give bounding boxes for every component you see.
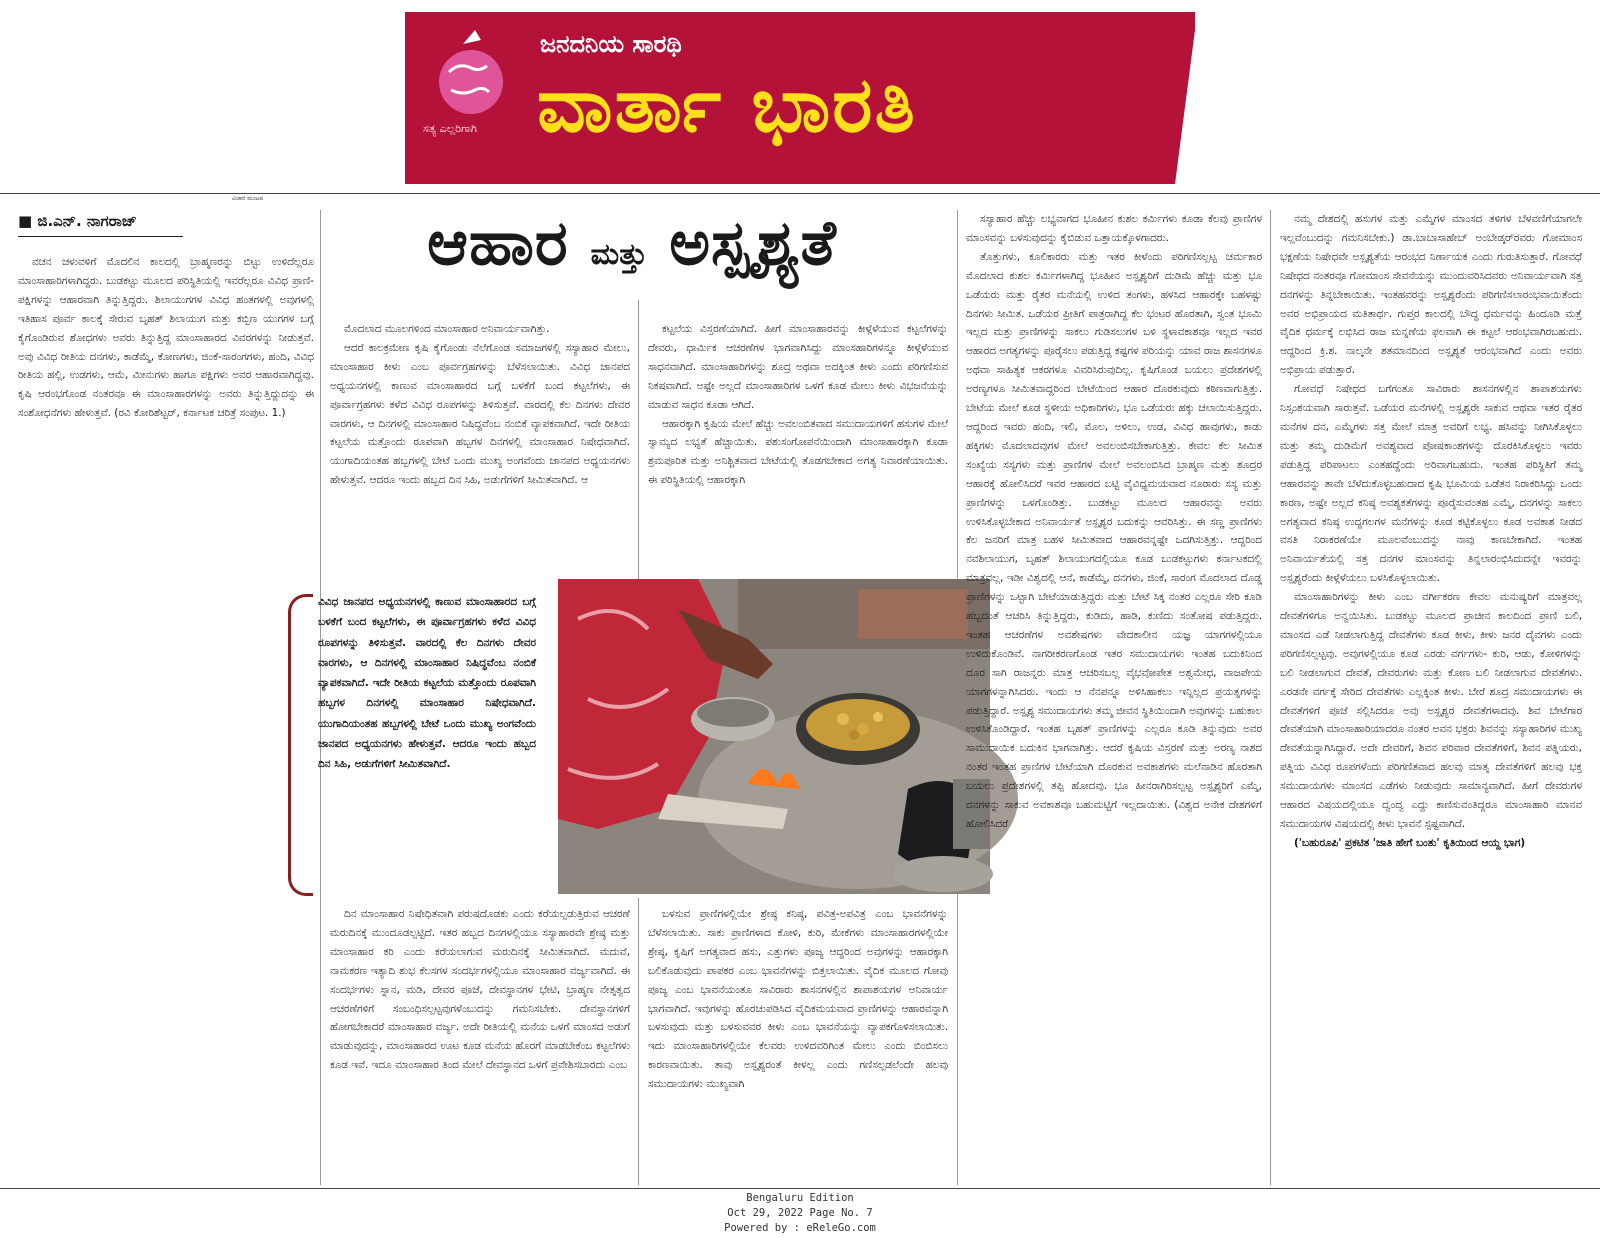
footer-date-page: Oct 29, 2022 Page No. 7	[727, 1207, 873, 1219]
globe-logo-icon	[439, 50, 503, 114]
paragraph: ಸಸ್ಯಾಹಾರ ಹೆಚ್ಚು ಲಭ್ಯವಾಗದ ಭೂಹೀನ ಕುಶಲ ಕರ್ಮಿಗಳು ಕೂಡಾ ಕೆಲವು ಪ್ರಾಣಿಗಳ ಮಾಂಸವನ್ನು ಬಳಸುವುದನ್ನು ಕೈಬಿಡುವ ಒತ್ತಾಯಕ್ಕೊಳಗಾದರು.	[966, 213, 1262, 244]
footer-powered-by[interactable]: Powered by : eReleGo.com	[724, 1222, 876, 1234]
byline: ■ ಜಿ.ಎನ್. ನಾಗರಾಜ್	[18, 212, 183, 237]
paragraph: ತೊತ್ತುಗಳು, ಕೂಲಿಕಾರರು ಮತ್ತು ಇತರ ಕೀಳೆಂದು ಪರಿಗಣಿಸಲ್ಪಟ್ಟ ಚರ್ಮಕಾರ ಮೊದಲಾದ ಕುಶಲ ಕರ್ಮಿಗಳಾಗಿದ್ದ ಭೂಹೀನ ಅಸ್ಪೃಶ್ಯರಿಗೆ ದುಡಿಮೆ ಹೆಚ್ಚು ಮತ್ತು ಭೂ ಒಡೆಯರು ಮತ್ತು ರೈತರ ಮನೆಯಲ್ಲಿ ಉಳಿದ ತಂಗಳು, ಹಳಸಿದ ಆಹಾರಕ್ಕೇ ಬಹಳಷ್ಟು ದಿನಗಳು ಸೀಮಿತ. ಒಡೆಯರ ಪ್ರೀತಿಗೆ ಪಾತ್ರರಾಗಿದ್ದ ಕೆಲ ಭಂಟರ ಹೊರತಾಗಿ, ಸ್ವಂತ ಭೂಮಿ ಇಲ್ಲದ ಮತ್ತು ಪ್ರಾಣಿಗಳನ್ನು ಸಾಕಲು ಗುಡಿಸಲುಗಳ ಬಳಿ ಸ್ಥಳಾವಕಾಶವೂ ಇಲ್ಲದ ಇವರ ಆಹಾರದ ಅಗತ್ಯಗಳನ್ನು ಪೂರೈಸಲು ಪಡುತ್ತಿದ್ದ ಕಷ್ಟಗಳ ಪರಿಯನ್ನು ಯಾವ ರಾಜ ಶಾಸನಗಳೂ ಅಥವಾ ಸಾಹಿತ್ಯಕ ಆಕರಗಳೂ ವಿವರಿಸಿರುವುದಿಲ್ಲ. ಕೃಷಿಗೊಂಡ ಬಯಲು ಪ್ರದೇಶಗಳಲ್ಲಿ ಅರಣ್ಯಗಳೂ ಸೀಮಿತವಾದ್ದರಿಂದ ಬೇಟೆಯಿಂದ ಆಹಾರ ದೊರಕುವುದು ಕಠಿಣವಾಗುತ್ತಿತ್ತು. ಬೇಟೆಯ ಮೇಲೆ ಕೂಡ ಸ್ಥಳೀಯ ಅಧಿಕಾರಿಗಳು, ಭೂ ಒಡೆಯರು ಹಕ್ಕು ಚಲಾಯಿಸುತ್ತಿದ್ದರು. ಆದ್ದರಿಂದ ಇವರು ಹಂದಿ, ಇಲಿ, ಮೊಲ, ಅಳಿಲು, ಉಡ, ವಿವಿಧ ಹಾವುಗಳು, ಕಾಡು ಹಕ್ಕಿಗಳು ಮೊದಲಾದವುಗಳ ಮೇಲೆ ಅವಲಂಬಿಸಬೇಕಾಗುತ್ತಿತ್ತು. ಕೇವಲ ಕೆಲ ಸೀಮಿತ ಸಂಖ್ಯೆಯ ಸಸ್ಯಗಳು ಮತ್ತು ಪ್ರಾಣಿಗಳ ಮೇಲೆ ಅವಲಂಬಿಸಿದ ಬ್ರಾಹ್ಮಣ ಮತ್ತು ಶೂದ್ರರ ಆಹಾರಕ್ಕೆ ಹೋಲಿಸಿದರೆ ಇವರ ಆಹಾರದ ಬಟ್ಟಿ ವೈವಿಧ್ಯಮಯವಾದ ನೂರಾರು ಸಸ್ಯ ಮತ್ತು ಪ್ರಾಣಿಗಳನ್ನು ಒಳಗೊಂಡಿತ್ತು. ಬುಡಕಟ್ಟು ಮೂಲದ ಆಹಾರವನ್ನು ಅವರು ಉಳಿಸಿಕೊಳ್ಳಬೇಕಾದ ಅನಿವಾರ್ಯತೆ ಅಸ್ಪೃಶ್ಯರ ಬದುಕನ್ನು ಆವರಿಸಿತ್ತು. ಈ ಸಣ್ಣ ಪ್ರಾಣಿಗಳು ಕೆಲ ಜನರಿಗೆ ಮಾತ್ರ ಬಹಳ ಸೀಮಿತವಾದ ಆಹಾರವನ್ನಷ್ಟೇ ಒದಗಿಸುತ್ತಿತ್ತು. ಆದ್ದರಿಂದ ನವಶಿಲಾಯುಗ, ಬೃಹತ್ ಶಿಲಾಯುಗದಲ್ಲಿಯೂ ಕೂಡ ಬುಡಕಟ್ಟುಗಳು ಕರ್ನಾಟಕದಲ್ಲಿ ಮಾತ್ರವಲ್ಲ, ಇಡೀ ವಿಶ್ವದಲ್ಲಿ ಆನೆ, ಕಾಡೆಮ್ಮೆ, ದನಗಳು, ಜಿಂಕೆ, ಸಾರಂಗ ಮೊದಲಾದ ದೊಡ್ಡ ಪ್ರಾಣಿಗಳನ್ನು ಒಟ್ಟಾಗಿ ಬೇಟೆಯಾಡುತ್ತಿದ್ದರು ಮತ್ತು ಬೇಟೆ ಸಿಕ್ಕ ನಂತರ ಎಲ್ಲರೂ ಸೇರಿ ಕೂಡಿ ಹಬ್ಬದಂತೆ ಆಚರಿಸಿ ತಿನ್ನುತ್ತಿದ್ದರು, ಕುಡಿದು, ಹಾಡಿ, ಕುಣಿದು ಸಂತೋಷ ಪಡುತ್ತಿದ್ದರು. ಇಂತಹ ಆಚರಣೆಗಳ ಅವಶೇಷಗಳು ವೇದಕಾಲೀನ ಯಜ್ಞ ಯಾಗಗಳಲ್ಲಿಯೂ ಉಳಿದುಕೊಂಡಿವೆ. ನಾಗರೀಕರಣಗೊಂಡ ಇತರ ಸಮುದಾಯಗಳು ಇಂತಹ ಬದುಕಿನಿಂದ ದೂರ ಸಾಗಿ ರಾಜನ್ನರು ಮಾತ್ರ ಆಚರಿಸಬಲ್ಲ ವೈಭವೋಪೇತ ಅಶ್ವಮೇಧ, ವಾಜಪೇಯ ಯಾಗಗಳನ್ನಾಗಿಸಿದರು. ಇಂದು ಆ ನೆನಪನ್ನೂ ಅಳಿಸಿಹಾಕಲು ಇನ್ನಿಲ್ಲದ ಪ್ರಯತ್ನಗಳನ್ನು ಪಡುತ್ತಿದ್ದಾರೆ. ಅಸ್ಪೃಶ್ಯ ಸಮುದಾಯಗಳು ತಮ್ಮ ಜೀವನ ಸ್ಥಿತಿಯಿಂದಾಗಿ ಅವುಗಳನ್ನು ಬಹುಕಾಲ ಉಳಿಸಿಕೊಂಡಿದ್ದಾರೆ. ಇಂತಹ ಬೃಹತ್ ಪ್ರಾಣಿಗಳನ್ನು ಎಲ್ಲರೂ ಕೂಡಿ ತಿನ್ನುವುದು ಅವರ ಸಾಮುದಾಯಿಕ ಬದುಕಿನ ಭಾಗವಾಗಿತ್ತು. ಆದರೆ ಕೃಷಿಯ ವಿಸ್ತರಣೆ ಮತ್ತು ಅರಣ್ಯ ನಾಶದ ನಂತರ ಇಂತಹ ಪ್ರಾಣಿಗಳ ಬೇಟೆಯಾಗಿ ದೊರಕುವ ಅವಕಾಶಗಳು ಮಲೆನಾಡಿನ ಹೊರತಾಗಿ ಬಯಲು ಪ್ರದೇಶಗಳಲ್ಲಿ ತಪ್ಪಿ ಹೋದವು. ಭೂ ಹೀನರಾಗಿರಿಸಲ್ಪಟ್ಟ ಅಸ್ಪೃಶ್ಯರಿಗೆ ಎಮ್ಮೆ, ದನಗಳನ್ನು ಸಾಕುವ ಅವಕಾಶವೂ ಬಹುಮಟ್ಟಿಗೆ ಇಲ್ಲದಾಯಿತು. (ವಿಶ್ವದ ಅನೇಕ ದೇಶಗಳಿಗೆ ಹೋಲಿಸಿದರೆ	[966, 250, 1262, 830]
column-divider	[638, 898, 639, 1185]
paragraph: ವಚನ ಚಳುವಳಿಗೆ ಮೊದಲಿನ ಕಾಲದಲ್ಲಿ ಬ್ರಾಹ್ಮಣರನ್ನು ಬಿಟ್ಟು ಉಳಿದೆಲ್ಲರೂ ಮಾಂಸಾಹಾರಿಗಳಾಗಿದ್ದರು. ಬುಡಕಟ್ಟು ಮೂಲದ ಪರಿಸ್ಥಿತಿಯಲ್ಲಿ ಇವರೆಲ್ಲರೂ ವಿವಿಧ ಪ್ರಾಣಿ-ಪಕ್ಷಿಗಳನ್ನು ಆಹಾರವಾಗಿ ತಿನ್ನುತ್ತಿದ್ದರು. ಶಿಲಾಯುಗಗಳ ವಿವಿಧ ಹಂತಗಳಲ್ಲಿ ಅವುಗಳಲ್ಲಿ ಇತಿಹಾಸ ಪೂರ್ವ ಕಾಲಕ್ಕೆ ಸೇರುವ ಬೃಹತ್ ಶಿಲಾಯುಗ ಮತ್ತು ಕಬ್ಬಿಣ ಯುಗಗಳ ಬಗ್ಗೆ ಕೈಗೊಂಡಿರುವ ಶೋಧಗಳು ಅವರು ತಿನ್ನುತ್ತಿದ್ದ ಮಾಂಸಾಹಾರದ ವಿವರಗಳನ್ನು ನೀಡುತ್ತವೆ. ಅವು ವಿವಿಧ ರೀತಿಯ ದನಗಳು, ಕಾಡೆಮ್ಮೆ, ಕೋಣಗಳು, ಜಿಂಕೆ-ಸಾರಂಗಗಳು, ಹಂದಿ, ವಿವಿಧ ರೀತಿಯ ಹಲ್ಲಿ, ಉಡಗಳು, ಆಮೆ, ಮೀನುಗಳು ಹಾಗೂ ಪಕ್ಷಿಗಳು ಅವರ ಆಹಾರವಾಗಿದ್ದವು. ಕೃಷಿ ಆರಂಭಗೊಂಡ ನಂತರವೂ ಈ ಮಾಂಸಾಹಾರಗಳನ್ನು ಅವರು ತಿನ್ನುತ್ತಿದ್ದುದನ್ನು ಈ ಸಂಶೋಧನೆಗಳು ಹೇಳುತ್ತವೆ. (ರವಿ ಕೋರಿಶೆಟ್ಟರ್, ಕರ್ನಾಟಕ ಚರಿತ್ರೆ ಸಂಪುಟ. 1.)	[18, 256, 314, 420]
paragraph: ಆಹಾರಕ್ಕಾಗಿ ಕೃಷಿಯ ಮೇಲೆ ಹೆಚ್ಚು ಅವಲಂಬಿತವಾದ ಸಮುದಾಯಗಳಿಗೆ ಹಸುಗಳ ಮೇಲೆ ಸ್ವಾಮ್ಯದ ಲಭ್ಯತೆ ಹೆಚ್ಚಾಯಿತು. ಪಶುಸಂಗೋಪನೆಯಿಂದಾಗಿ ಮಾಂಸಾಹಾರಕ್ಕಾಗಿ ಕೂಡಾ ಶ್ರಮಪೂರಿತ ಮತ್ತು ಅನಿಶ್ಚಿತವಾದ ಬೇಟೆಯಲ್ಲಿ ತೊಡಗಬೇಕಾದ ಅಗತ್ಯ ನಿವಾರಣೆಯಾಯಿತು. ಈ ಪರಿಸ್ಥಿತಿಯಲ್ಲಿ ಆಹಾರಕ್ಕಾಗಿ	[648, 417, 948, 487]
pullquote: ವಿವಿಧ ಜಾನಪದ ಅಧ್ಯಯನಗಳಲ್ಲಿ ಕಾಣುವ ಮಾಂಸಾಹಾರದ ಬಗ್ಗೆ ಬಳಕೆಗೆ ಬಂದ ಕಟ್ಟಲೆಗಳು, ಈ ಪೂರ್ವಾಗ್ರಹಗಳು ಕಳೆದ ವಿವಿಧ ರೂಪಗಳನ್ನು ತಿಳಿಸುತ್ತವೆ. ವಾರದಲ್ಲಿ ಕೆಲ ದಿನಗಳು ದೇವರ ವಾರಗಳು, ಆ ದಿನಗಳಲ್ಲಿ ಮಾಂಸಾಹಾರ ನಿಷಿದ್ಧವೆಂಬ ನಂಬಿಕೆ ವ್ಯಾಪಕವಾಗಿದೆ. ಇದೇ ರೀತಿಯ ಕಟ್ಟಲೆಯ ಮತ್ತೊಂದು ರೂಪವಾಗಿ ಹಬ್ಬಗಳ ದಿನಗಳಲ್ಲಿ ಮಾಂಸಾಹಾರ ನಿಷೇಧವಾಗಿದೆ. ಯುಗಾದಿಯಂತಹ ಹಬ್ಬಗಳಲ್ಲಿ ಬೇಟೆ ಒಂದು ಮುಖ್ಯ ಅಂಗವೆಂದು ಜಾನಪದ ಅಧ್ಯಯನಗಳು ಹೇಳುತ್ತವೆ. ಆದರೂ ಇಂದು ಹಬ್ಬದ ದಿನ ಸಿಹಿ, ಅಡುಗೆಗಳಿಗೆ ಸೀಮಿತವಾಗಿದೆ.	[318, 596, 536, 771]
column-divider	[638, 300, 639, 580]
top-rule	[0, 193, 1600, 194]
article-column-2-top	[330, 320, 630, 578]
headline-part-2: ಮತ್ತು	[590, 237, 648, 272]
article-photo	[558, 579, 990, 894]
masthead	[405, 12, 1195, 184]
article-column-5	[1280, 210, 1582, 1183]
pullquote-bracket	[288, 594, 313, 896]
paragraph: ಗೋವಧೆ ನಿಷೇಧದ ಬಗೆಗಂತೂ ಸಾವಿರಾರು ಶಾಸನಗಳಲ್ಲಿನ ಶಾಪಾಶಯಗಳು ನಿಸ್ಸಂಶಯವಾಗಿ ಸಾರುತ್ತವೆ. ಒಡೆಯರ ಮನೆಗಳಲ್ಲಿ ಅಸ್ಪೃಶ್ಯರೇ ಸಾಕುವ ಆಥವಾ ಇತರ ರೈತರ ಮನೆಗಳ ದನ, ಎಮ್ಮೆಗಳು ಸತ್ತ ಮೇಲೆ ಮಾತ್ರ ಅವರಿಗೆ ಲಭ್ಯ. ಹಸಿವನ್ನು ನೀಗಿಸಿಕೊಳ್ಳಲು ಮತ್ತು ತಮ್ಮ ದುಡಿಮೆಗೆ ಅವಶ್ಯವಾದ ಪೋಷಕಾಂಶಗಳನ್ನು ದೊರಕಿಸಿಕೊಳ್ಳಲು ಇವರು ಪಡುತ್ತಿದ್ದ ಪರಿಪಾಟಲು ಎಂತಹದ್ದೆಂದು ಅರಿವಾಗಬಹುದು. ಇಂತಹ ಪರಿಸ್ಥಿತಿಗೆ ತಮ್ಮ ಆಹಾರವನ್ನು ತಾವೇ ಬೆಳೆದುಕೊಳ್ಳಬಹುದಾದ ಕೃಷಿ ಭೂಮಿಯ ಒಡೆತನ ನಿರಾಕರಿಸಿದ್ದು ಒಂದು ಕಾರಣ, ಅಷ್ಟೇ ಅಲ್ಲದೆ ಕನಿಷ್ಠ ಅವಶ್ಯಕತೆಗಳನ್ನು ಪೂರೈಸುವಂತಹ ಎಮ್ಮೆ, ದನಗಳನ್ನು ಸಾಕಲು ಅಗತ್ಯವಾದ ಕನಿಷ್ಠ ಉದ್ದಗಲಗಳ ಮನೆಗಳನ್ನು ಕೂಡ ಕಟ್ಟಿಕೊಳ್ಳಲು ಕೂಡ ಅವಕಾಶ ನೀಡದ ವಸತಿ ನಿರಾಕರಣೆಯೇ ಮೂಲವೆಂಬುದನ್ನು ನಾವು ಕಾಣಬೇಕಾಗಿದೆ. ಇಂತಹ ಅನಿವಾರ್ಯತೆಯಲ್ಲಿ ಸತ್ತ ದನಗಳ ಮಾಂಸವನ್ನು ತಿನ್ನಲಾರಂಭಿಸಿದುದನ್ನೇ ಇವರನ್ನು ಅಸ್ಪೃಶ್ಯರೆಂದು ಕೀಳ್ಗೆಳೆಯಲು ಬಳಸಿಕೊಳ್ಳಲಾಯಿತು.	[1280, 383, 1582, 585]
paragraph: ಬಳಸುವ ಪ್ರಾಣಿಗಳಲ್ಲಿಯೇ ಶ್ರೇಷ್ಠ ಕನಿಷ್ಠ, ಪವಿತ್ರ-ಅಪವಿತ್ರ ಎಂಬ ಭಾವನೆಗಳನ್ನು ಬೆಳೆಸಲಾಯಿತು. ಸಾಕು ಪ್ರಾಣಿಗಳಾದ ಕೋಳಿ, ಕುರಿ, ಮೇಕೆಗಳು ಮಾಂಸಾಹಾರಗಳಲ್ಲಿಯೇ ಶ್ರೇಷ್ಠ, ಕೃಷಿಗೆ ಅಗತ್ಯವಾದ ಹಸು, ಎತ್ತುಗಳು ಪೂಜ್ಯ ಆದ್ದರಿಂದ ಅವುಗಳನ್ನು ಆಹಾರಕ್ಕಾಗಿ ಬಲಿಕೊಡುವುದು ಪಾಪಕರ ಎಂಬ ಭಾವನೆಗಳನ್ನು ಬಿತ್ತಲಾಯಿತು. ವೈದಿಕ ಮೂಲದ ಗೋವು ಪೂಜ್ಯ ಎಂಬ ಭಾವನೆಯಂತೂ ಸಾವಿರಾರು ಶಾಸನಗಳಲ್ಲಿನ ಶಾಪಾಶಯಗಳ ಅನಿವಾರ್ಯ ಭಾಗವಾಗಿದೆ. ಇವುಗಳನ್ನು ಹೊರಚುಪಡಿಸಿದ ವೈದಿಕಮಯವಾದ ಪ್ರಾಣಿಗಳನ್ನು ಆಹಾರವನ್ನಾಗಿ ಬಳಸುವುದು ಮತ್ತು ಬಳಸುವವರ ಕೀಳು ಎಂಬ ಭಾವನೆಯನ್ನು ವ್ಯಾಪಕಗೊಳಿಸಲಾಯಿತು. ಇದು ಮಾಂಸಾಹಾರಿಗಳಲ್ಲಿಯೇ ಕೆಲವರು ಉಳಿದವರಿಗಿಂತ ಮೇಲು ಎಂದು ಬಿಂಬಿಸಲು ಕಾರಣವಾಯಿತು. ತಾವು ಅಸ್ಪೃಶ್ಯರಂತೆ ಕೀಳಲ್ಲ ಎಂದು ಗಣಿಸಲ್ಪಡಲೆಂದೇ ಹಲವು ಸಮುದಾಯಗಳು ಮುಖ್ಯವಾಗಿ	[648, 908, 948, 1091]
column-divider	[1270, 210, 1271, 1185]
article-column-1	[18, 253, 314, 1183]
masthead-tagline: ಜನದನಿಯ ಸಾರಥಿ	[540, 30, 682, 58]
article-column-2-bottom	[330, 905, 630, 1183]
article-column-3-top	[648, 320, 948, 578]
paragraph: ಮಾಂಸಾಹಾರಿಗಳನ್ನು ಕೀಳು ಎಂಬ ವರ್ಗೀಕರಣ ಕೇವಲ ಮನುಷ್ಯರಿಗೆ ಮಾತ್ರವಲ್ಲ ದೇವತೆಗಳಿಗೂ ಅನ್ವಯಿಸಿತು. ಬುಡಕಟ್ಟು ಮೂಲದ ಪ್ರಾಚೀನ ಕಾಲದಿಂದ ಪ್ರಾಣಿ ಬಲಿ, ಮಾಂಸದ ಎಡೆ ನೀಡಲಾಗುತ್ತಿದ್ದ ದೇವತೆಗಳು ಕೂಡ ಕೀಳು, ಕೀಳು ಜನರ ದೈವಗಳು ಎಂದು ಪರಿಗಣಿಸಲ್ಪಟ್ಟವು. ಅವುಗಳಲ್ಲಿಯೂ ಕೂಡ ಎರಡು ವರ್ಗಗಳು- ಕುರಿ, ಆಡು, ಕೋಳಿಗಳನ್ನು ಬಲಿ ನೀಡಲಾಗುವ ದೇವತೆ, ದೇವರುಗಳು ಮತ್ತು ಕೋಣ ಬಲಿ ನೀಡಲಾಗುವ ದೇವತೆಗಳು. ಎರಡನೇ ವರ್ಗಕ್ಕೆ ಸೇರಿದ ದೇವತೆಗಳು ಎಲ್ಲಕ್ಕಿಂತ ಕೀಳು. ಬೇರೆ ಶೂದ್ರ ಸಮುದಾಯಗಳು ಈ ದೇವತೆಗಳಿಗೆ ಪೂಜೆ ಸಲ್ಲಿಸಿದರೂ ಅವು ಅಸ್ಪೃಶ್ಯರ ದೇವತೆಗಳಾದವು. ಶಿವ ಬೇಟೆಗಾರ ದೇವತೆಯಾಗಿ ಮಾಂಸಾಹಾರಿಯಾದರೂ ನಂತರ ಅವನ ಭಕ್ತರು ಶಿವನನ್ನು ಸಸ್ಯಾಹಾರಿಗಳ ಮುಖ್ಯ ದೇವತೆಯನ್ನಾಗಿಸಿದ್ದಾರೆ. ಅದೇ ದೇವರಿಗೆ, ಶಿವನ ಪರಿವಾರ ದೇವತೆಗಳಿಗೆ, ಶಿವನ ಪತ್ನಿಯರು, ಪತ್ನಿಯ ವಿವಿಧ ರೂಪಗಳೆಂದು ಪರಿಗಣಿತವಾದ ಹಲವು ಮಾತೃ ದೇವತೆಗಳಿಗೆ ಹಲವು ಭಕ್ತ ಸಮುದಾಯಗಳು ಮಾಂಸದ ಎಡೆಗಳು ನೀಡುವುದು ಸಾಮಾನ್ಯವಾಗಿದೆ. ಹೀಗೆ ದೇವರುಗಳ ಆಹಾರದ ವಿಷಯದಲ್ಲಿಯೂ ದ್ವಂದ್ವ ಎದ್ದು ಕಾಣಿಸುವಂತಿದ್ದರೂ ಮಾಂಸಾಹಾರಿ ಮಾನವ ಸಮುದಾಯಗಳ ವಿಷಯದಲ್ಲಿ ಕೀಳು ಭಾವನೆ ಸ್ಪಷ್ಟವಾಗಿದೆ.	[1280, 591, 1582, 830]
paragraph: ದಿನ ಮಾಂಸಾಹಾರ ನಿಷೇಧಿತವಾಗಿ ಪರುಷದೊಡಕು ಎಂದು ಕರೆಯಲ್ಪಡುತ್ತಿರುವ ಆಚರಣೆ ಮರುದಿನಕ್ಕೆ ಮುಂದೂಡಲ್ಪಟ್ಟಿದೆ. ಇತರ ಹಬ್ಬದ ದಿನಗಳಲ್ಲಿಯೂ ಸಸ್ಯಾಹಾರವೇ ಶ್ರೇಷ್ಠ ಮತ್ತು ಮಾಂಸಾಹಾರ ಕರಿ ಎಂದು ಕರೆಯಲಾಗುವ ಮರುದಿನಕ್ಕೆ ಸೀಮಿತವಾಗಿದೆ. ಮದುವೆ, ನಾಮಕರಣ ಇತ್ಯಾದಿ ಶುಭ ಕೆಲಸಗಳ ಸಂದರ್ಭಗಳಲ್ಲಿಯೂ ಮಾಂಸಾಹಾರ ವರ್ಜ್ಯವಾಗಿದೆ. ಈ ಸಂದರ್ಭಗಳು ಸ್ನಾನ, ಮಡಿ, ದೇವರ ಪೂಜೆ, ದೇವಸ್ಥಾನಗಳ ಭೇಟಿ, ಬ್ರಾಹ್ಮಣ ನೇತೃತ್ವದ ಆಚರಣೆಗಳಿಗೆ ಸಂಬಂಧಿಸಲ್ಪಟ್ಟವುಗಳೆಂಬುದನ್ನು ಗಮನಿಸಬೇಕು. ದೇವಸ್ಥಾನಗಳಿಗೆ ಹೋಗಬೇಕಾದರೆ ಮಾಂಸಾಹಾರ ವರ್ಜ್ಯ. ಅದೇ ರೀತಿಯಲ್ಲಿ ಮನೆಯ ಒಳಗೆ ಮಾಂಸದ ಅಡುಗೆ ಮಾಡುವುದನ್ನು, ಮಾಂಸಾಹಾರದ ಊಟ ಕೂಡ ಮನೆಯ ಹೊರಗೆ ಮಾಡಬೇಕೆಂಬ ಕಟ್ಟಲೆಗಳು ಕೂಡ ಇವೆ. ಇದೂ ಮಾಂಸಾಹಾರ ತಿಂದ ಮೇಲೆ ದೇವಸ್ಥಾನದ ಒಳಗೆ ಪ್ರವೇಶಿಸಬಾರದು ಎಂಬ	[330, 908, 630, 1072]
paragraph: ನಮ್ಮ ದೇಶದಲ್ಲಿ ಹಸುಗಳ ಮತ್ತು ಎಮ್ಮೆಗಳ ಮಾಂಸದ ತಳಿಗಳ ಬೆಳವಣಿಗೆಯಾಗಲೇ ಇಲ್ಲವೆಂಬುದನ್ನು ಗಮನಿಸಬೇಕು.) ಡಾ.ಬಾಬಾಸಾಹೇಬ್ ಅಂಬೇಡ್ಕರ್‌ರವರು ಗೋಮಾಂಸ ಭಕ್ಷಣೆಯ ನಿಷೇಧವೇ ಅಸ್ಪೃಶ್ಯತೆಯ ಆರಂಭದ ನಿರ್ಣಾಯಕ ಎಂದು ಗುರುತಿಸುತ್ತಾರೆ. ಗೋವಧೆ ನಿಷೇಧದ ನಂತರವೂ ಗೋಮಾಂಸ ಸೇವನೆಯನ್ನು ಮುಂದುವರಿಸಿದವರು ಅನಿವಾರ್ಯವಾಗಿ ಸತ್ತ ದನಗಳನ್ನು ತಿನ್ನಬೇಕಾಯಿತು. ಇಂತಹವರನ್ನು ಅಸ್ಪೃಶ್ಯರೆಂದು ಪರಿಗಣಿಸಲಾರಂಭವಾಯಿತೆಂದು ಅವರ ಅಭಿಪ್ರಾಯದ ಮತಿತಾರ್ಥ. ಗುಪ್ತರ ಕಾಲದಲ್ಲಿ ಬೌದ್ಧ ಧರ್ಮವನ್ನು ಹಿಂದೂಡಿ ಮತ್ತೆ ವೈದಿಕ ಧರ್ಮಕ್ಕೆ ಲಭಿಸಿದ ರಾಜ ಮನ್ನಣೆಯ ಫಲವಾಗಿ ಈ ಕಟ್ಟಲೆ ಆರಂಭವಾಗಿರಬಹುದು. ಆದ್ದರಿಂದ ಕ್ರಿ.ಶ. ನಾಲ್ಕನೇ ಶತಮಾನದಿಂದ ಅಸ್ಪೃಶ್ಯತೆ ಆರಂಭವಾಗಿದೆ ಎಂದು ಅವರು ಅಭಿಪ್ರಾಯ ಪಡುತ್ತಾರೆ.	[1280, 213, 1582, 377]
masthead-motto: ಸತ್ಯ ಎಲ್ಲರಿಗಾಗಿ	[423, 122, 477, 135]
article-column-3-bottom	[648, 905, 948, 1183]
paragraph: ಮೊದಲಾದ ಮೂಲಗಳಿಂದ ಮಾಂಸಾಹಾರ ಅನಿವಾರ್ಯವಾಗಿತ್ತು.	[344, 323, 550, 335]
headline	[322, 206, 942, 284]
source-note: ('ಬಹುರೂಪಿ' ಪ್ರಕಟಿತ 'ಜಾತಿ ಹೇಗೆ ಬಂತು' ಕೃತಿಯಿಂದ ಆಯ್ದ ಭಾಗ)	[1294, 836, 1526, 849]
masthead-title: ವಾರ್ತಾ ಭಾರತಿ	[537, 60, 917, 149]
headline-part-3: ಅಸ್ಪೃಶ್ಯತೆ	[669, 206, 837, 279]
bottom-rule	[0, 1188, 1600, 1189]
paragraph: ಕಟ್ಟಲೆಯ ವಿಸ್ತರಣೆಯಾಗಿದೆ. ಹೀಗೆ ಮಾಂಸಾಹಾರವನ್ನು ಕೀಳ್ಗೆಳೆಯುವ ಕಟ್ಟಲೆಗಳನ್ನು ದೇವರು, ಧಾರ್ಮಿಕ ಆಚರಣೆಗಳ ಭಾಗವಾಗಿಸಿದ್ದು ಮಾಂಸಹಾರಿಗಳನ್ನೂ ಕೀಳ್ಗೆಳೆಯುವ ಸಾಧನವಾಗಿದೆ. ಮಾಂಸಾಹಾರಿಗಳನ್ನು ಶೂದ್ರ ಅಥವಾ ಅದಕ್ಕಿಂತ ಕೀಳು ಎಂದು ಪರಿಗಣಿಸುವ ನಿಕಷವಾಗಿದೆ. ಅಷ್ಟೇ ಅಲ್ಲದೆ ಮಾಂಸಾಹಾರಿಗಳ ಒಳಗೆ ಕೂಡ ಮೇಲು ಕೀಳು ವಿಭಜನೆಯನ್ನು ಮಾಡುವ ಸಾಧನ ಕೂಡಾ ಆಗಿದೆ.	[648, 323, 948, 411]
article-column-4-top	[966, 210, 1262, 830]
headline-part-1: ಆಹಾರ	[427, 206, 569, 279]
footer-edition: Bengaluru Edition	[746, 1192, 854, 1204]
paragraph: ಆದರೆ ಕಾಲಕ್ರಮೇಣ ಕೃಷಿ ಕೈಗೊಂಡು ನೆಲೆಗೊಂಡ ಸಮಾಜಗಳಲ್ಲಿ ಸಸ್ಯಾಹಾರ ಮೇಲು, ಮಾಂಸಾಹಾರ ಕೀಳು ಎಂಬ ಪೂರ್ವಗ್ರಹಗಳನ್ನು ಬೆಳೆಸಲಾಯಿತು. ವಿವಿಧ ಜಾನಪದ ಅಧ್ಯಯನಗಳಲ್ಲಿ ಕಾಣುವ ಮಾಂಸಾಹಾರದ ಬಗ್ಗೆ ಬಳಕೆಗೆ ಬಂದ ಕಟ್ಟಲೆಗಳು, ಈ ಪೂರ್ವಾಗ್ರಹಗಳು ಕಳೆದ ವಿವಿಧ ರೂಪಗಳನ್ನು ತಿಳಿಸುತ್ತವೆ. ವಾರದಲ್ಲಿ ಕೆಲ ದಿನಗಳು ದೇವರ ವಾರಗಳು, ಆ ದಿನಗಳಲ್ಲಿ ಮಾಂಸಾಹಾರ ನಿಷಿದ್ಧವೆಂಬ ನಂಬಿಕೆ ವ್ಯಾಪಕವಾಗಿದೆ. ಇದೇ ರೀತಿಯ ಕಟ್ಟಲೆಯ ಮತ್ತೊಂದು ರೂಪವಾಗಿ ಹಬ್ಬಗಳ ದಿನಗಳಲ್ಲಿ ಮಾಂಸಾಹಾರ ನಿಷೇಧವಾಗಿದೆ. ಯುಗಾದಿಯಂತಹ ಹಬ್ಬಗಳಲ್ಲಿ ಬೇಟೆ ಒಂದು ಮುಖ್ಯ ಅಂಗವೆಂದು ಜಾನಪದ ಅಧ್ಯಯನಗಳು ಹೇಳುತ್ತವೆ. ಆದರೂ ಇಂದು ಹಬ್ಬದ ದಿನ ಸಿಹಿ, ಅಡುಗೆಗಳಿಗೆ ಸೀಮಿತವಾಗಿದೆ. ಆ	[330, 341, 630, 487]
section-tag: ವಿಚಾರ ಮಂಟಪ	[232, 195, 264, 202]
article-column-4-bottom	[996, 579, 1262, 1183]
